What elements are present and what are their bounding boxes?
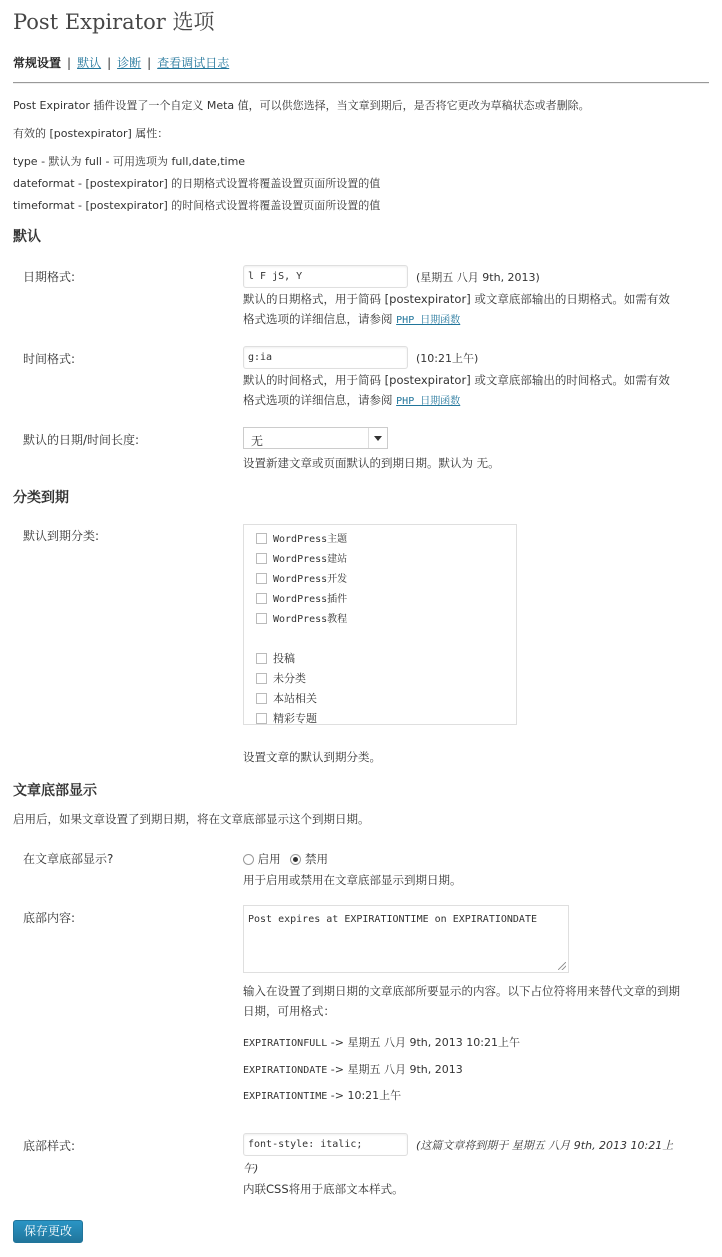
category-label: 默认到期分类: (23, 529, 100, 543)
duration-selected: 无 (251, 434, 264, 448)
footer-content-textarea[interactable]: Post expires at EXPIRATIONTIME on EXPIRATIONDATE (243, 905, 569, 973)
placeholder-date: EXPIRATIONDATE -> 星期五 八月 9th, 2013 (243, 1063, 463, 1076)
footer-display-label: 在文章底部显示? (23, 852, 114, 866)
time-format-input[interactable] (243, 346, 408, 369)
footer-content-label: 底部内容: (23, 911, 76, 925)
intro-timeformat: timeformat - [postexpirator] 的时间格式设置将覆盖设置页面所设置的值 (13, 199, 381, 212)
category-checkbox[interactable] (256, 693, 267, 704)
category-list (243, 524, 517, 725)
category-checkbox[interactable] (256, 613, 267, 624)
tab-diagnostics[interactable]: 诊断 (117, 56, 142, 70)
chevron-down-icon (368, 428, 387, 448)
category-item[interactable]: 投稿 (256, 650, 295, 666)
footer-content-desc: 输入在设置了到期日期的文章底部所要显示的内容。以下占位符将用来替代文章的到期 日期，可用格式： (243, 984, 680, 1018)
section-footer-heading: 文章底部显示 (13, 783, 97, 799)
duration-select[interactable] (243, 427, 388, 449)
placeholder-full: EXPIRATIONFULL -> 星期五 八月 9th, 2013 10:21上午 (243, 1036, 520, 1049)
category-item[interactable]: WordPress插件 (256, 590, 347, 605)
category-item[interactable]: WordPress建站 (256, 550, 347, 565)
category-checkbox[interactable] (256, 553, 267, 564)
resize-grip-icon[interactable] (558, 962, 566, 970)
category-item[interactable]: WordPress主题 (256, 530, 347, 545)
category-checkbox[interactable] (256, 713, 267, 724)
intro-text: Post Expirator 插件设置了一个自定义 Meta 值，可以供您选择，当文章到期后，是否将它更改为草稿状态或者删除。 (13, 99, 590, 112)
settings-tabs: 常规设置 | 默认 | 诊断 | 查看调试日志 (13, 56, 230, 70)
footer-style-preview: (这篇文章将到期于 星期五 八月 9th, 2013 10:21上 (416, 1139, 674, 1152)
date-format-desc: 默认的日期格式，用于简码 [postexpirator] 或文章底部输出的日期格式。如需有效 格式选项的详细信息，请参阅 PHP 日期函数 (243, 292, 670, 326)
date-format-preview: (星期五 八月 9th, 2013) (416, 271, 540, 284)
category-item[interactable]: 本站相关 (256, 690, 317, 706)
intro-type: type - 默认为 full - 可用选项为 full,date,time (13, 155, 246, 168)
disable-radio[interactable] (290, 854, 301, 865)
disable-radio-label[interactable]: 禁用 (304, 852, 328, 866)
footer-style-label: 底部样式: (23, 1139, 76, 1153)
category-checkbox[interactable] (256, 653, 267, 664)
footer-display-desc: 用于启用或禁用在文章底部显示到期日期。 (243, 873, 462, 887)
intro-attributes: 有效的 [postexpirator] 属性： (13, 127, 169, 140)
header-divider (13, 82, 709, 84)
footer-style-input[interactable] (243, 1133, 408, 1156)
tab-debug-log[interactable]: 查看调试日志 (157, 56, 230, 70)
category-item[interactable]: WordPress教程 (256, 610, 347, 625)
date-format-input[interactable] (243, 265, 408, 288)
time-format-desc: 默认的时间格式，用于简码 [postexpirator] 或文章底部输出的时间格式。如需有效 格式选项的详细信息，请参阅 PHP 日期函数 (243, 373, 670, 407)
category-item[interactable]: 精彩专题 (256, 710, 317, 725)
duration-desc: 设置新建文章或页面默认的到期日期。默认为 无。 (243, 456, 500, 470)
section-defaults-heading: 默认 (13, 229, 41, 245)
category-checkbox[interactable] (256, 673, 267, 684)
tab-general[interactable]: 常规设置 (13, 56, 62, 70)
duration-label: 默认的日期/时间长度: (23, 433, 140, 447)
page-title: Post Expirator 选项 (13, 10, 215, 34)
footer-style-desc: 内联CSS将用于底部文本样式。 (243, 1182, 404, 1196)
date-format-label: 日期格式: (23, 270, 76, 284)
section-category-heading: 分类到期 (13, 490, 69, 506)
php-date-link[interactable]: PHP 日期函数 (396, 315, 461, 326)
category-desc: 设置文章的默认到期分类。 (243, 750, 381, 764)
time-format-label: 时间格式: (23, 352, 76, 366)
time-format-preview: (10:21上午) (416, 352, 479, 365)
enable-radio-label[interactable]: 启用 (257, 852, 281, 866)
category-checkbox[interactable] (256, 573, 267, 584)
enable-radio[interactable] (243, 854, 254, 865)
category-item[interactable]: WordPress开发 (256, 570, 347, 585)
category-checkbox[interactable] (256, 533, 267, 544)
category-item[interactable]: 未分类 (256, 670, 306, 686)
footer-style-preview-cont: 午) (243, 1162, 259, 1175)
placeholder-time: EXPIRATIONTIME -> 10:21上午 (243, 1089, 402, 1102)
footer-intro: 启用后，如果文章设置了到期日期，将在文章底部显示这个到期日期。 (13, 812, 370, 826)
save-button[interactable]: 保存更改 (13, 1220, 83, 1243)
tab-defaults[interactable]: 默认 (77, 56, 102, 70)
intro-dateformat: dateformat - [postexpirator] 的日期格式设置将覆盖设置页面所设置的值 (13, 177, 381, 190)
category-checkbox[interactable] (256, 593, 267, 604)
footer-display-radios (243, 851, 328, 867)
php-time-link[interactable]: PHP 日期函数 (396, 396, 461, 407)
